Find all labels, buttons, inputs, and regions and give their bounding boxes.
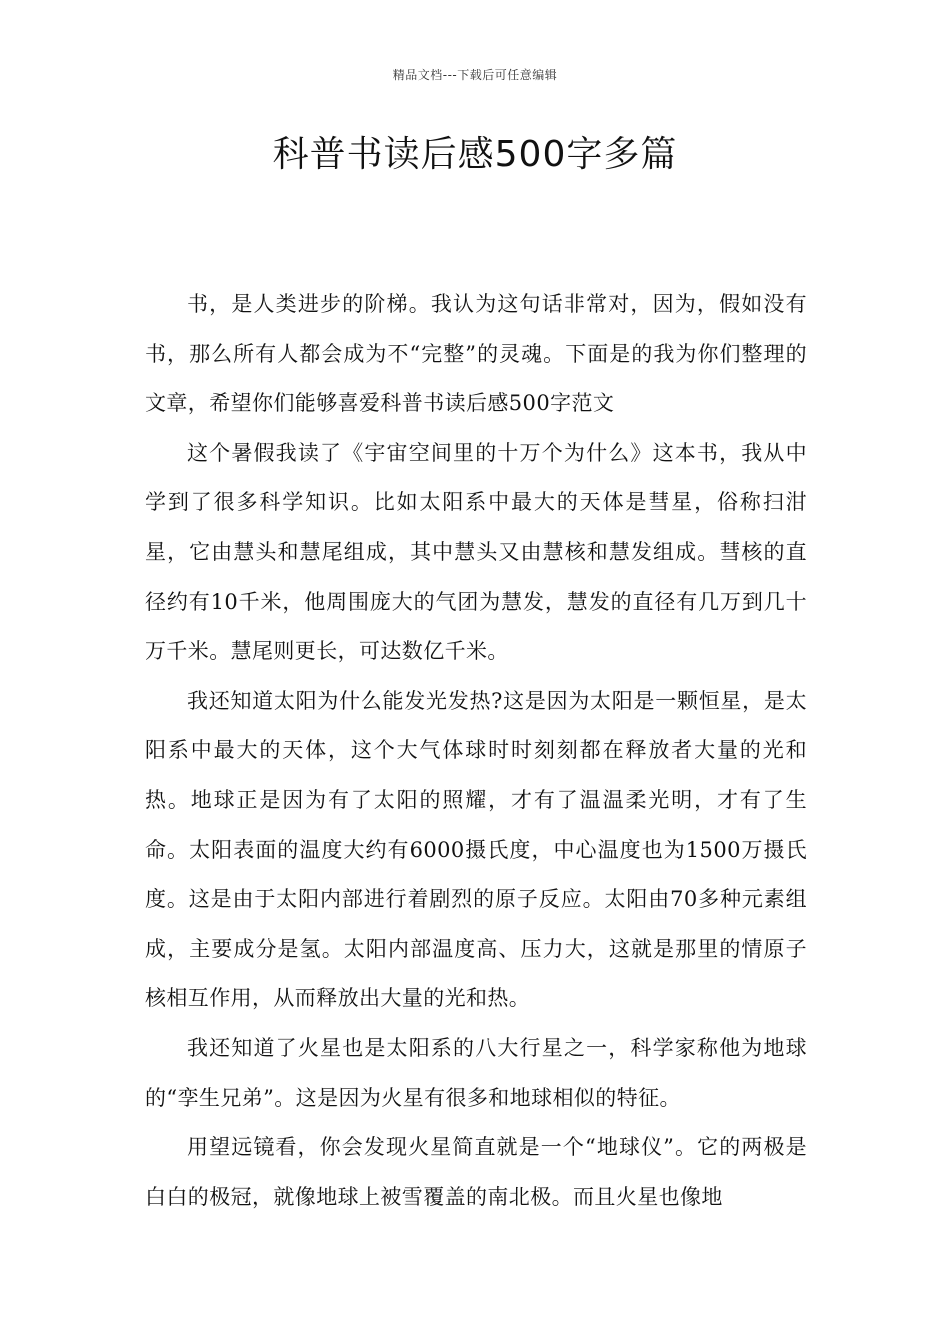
paragraph-comet: 这个暑假我读了《宇宙空间里的十万个为什么》这本书，我从中学到了很多科学知识。比如太阳系中最大的天体是彗星，俗称扫泔星，它由慧头和慧尾组成，其中慧头又由慧核和慧发组成。彗核的直径约有10千米，他周围庞大的气团为慧发，慧发的直径有几万到几十万千米。慧尾则更长，可达数亿千米。 [145,440,807,664]
paragraph-mars: 我还知道了火星也是太阳系的八大行星之一，科学家称他为地球的“孪生兄弟”。这是因为火星有很多和地球相似的特征。 [145,1035,807,1110]
paragraph-sun: 我还知道太阳为什么能发光发热?这是因为太阳是一颗恒星，是太阳系中最大的天体，这个大气体球时时刻刻都在释放者大量的光和热。地球正是因为有了太阳的照耀，才有了温温柔光明，才有了生命。太阳表面的温度大约有6000摄氏度，中心温度也为1500万摄氏度。这是由于太阳内部进行着剧烈的原子反应。太阳由70多种元素组成，主要成分是氢。太阳内部温度高、压力大，这就是那里的情原子核相互作用，从而释放出大量的光和热。 [145,688,807,1011]
paragraph-telescope: 用望远镜看，你会发现火星简直就是一个“地球仪”。它的两极是白白的极冠，就像地球上被雪覆盖的南北极。而且火星也像地 [145,1135,807,1209]
paragraph-intro: 书，是人类进步的阶梯。我认为这句话非常对，因为，假如没有书，那么所有人都会成为不“完整”的灵魂。下面是的我为你们整理的文章，希望你们能够喜爱科普书读后感500字范文 [145,292,807,416]
document-title: 科普书读后感500字多篇 [272,134,678,175]
header-note: 精品文档---下载后可任意编辑 [392,68,558,82]
document-body [145,280,807,1222]
